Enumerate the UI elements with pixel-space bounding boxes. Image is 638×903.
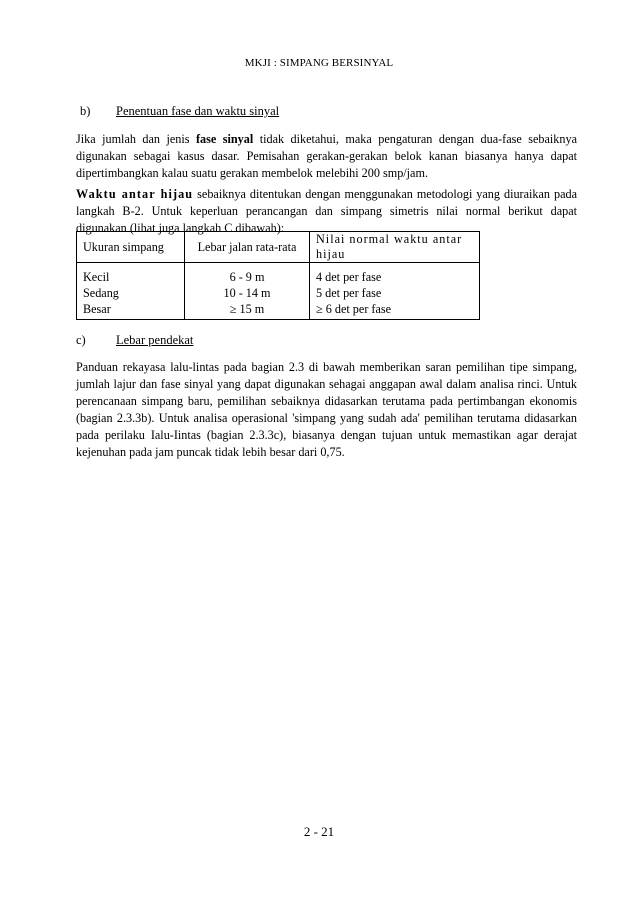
cell-value: Besar bbox=[83, 302, 111, 316]
cell-value: 4 det per fase bbox=[316, 270, 382, 284]
table-cell-lebar bbox=[185, 263, 310, 320]
para2-bold-term: Waktu antar hijau bbox=[76, 187, 194, 201]
section-c-number: c) bbox=[76, 333, 86, 347]
cell-value: Sedang bbox=[83, 286, 119, 300]
section-c-title: Lebar pendekat bbox=[116, 333, 194, 347]
page-header: MKJI : SIMPANG BERSINYAL bbox=[244, 57, 394, 69]
table-cell-ukuran bbox=[77, 263, 185, 320]
table-header-cell: Lebar jalan rata-rata bbox=[185, 232, 310, 263]
para1-bold-term: fase sinyal bbox=[195, 132, 254, 146]
table-header-cell: Ukuran simpang bbox=[77, 232, 185, 263]
table-cell-nilai bbox=[310, 263, 480, 320]
section-b-number: b) bbox=[80, 104, 91, 118]
para1-text-post: tidak diketahui, maka pengaturan dengan dua-fase sebaiknya digunakan sebagai kasus dasar. Pemisahan gerakan-gerakan belok kanan biasanya hanya dapat dipertimbangkan kalau suatu gerakan membelok melebihi 200 smp/jam. bbox=[76, 132, 577, 180]
para1-text-pre: Jika jumlah dan jenis bbox=[76, 132, 196, 146]
page-number: 2 - 21 bbox=[303, 824, 335, 839]
table-header-row bbox=[77, 232, 480, 263]
intergreen-table bbox=[76, 231, 480, 320]
cell-value: Kecil bbox=[83, 270, 110, 284]
cell-value: 5 det per fase bbox=[316, 286, 382, 300]
cell-value: 6 - 9 m bbox=[229, 270, 265, 284]
section-c-paragraph: Panduan rekayasa lalu-lintas pada bagian 2.3 di bawah memberikan saran pemilihan tipe simpang, jumlah lajur dan fase sinyal yang dapat digunakan sehagai anggapan awal dalam analisa rinci. Untuk perencanaan simpang baru, pemilihan sebaiknya didasarkan terutama pada pertimbangan ekonomis (bagian 2.3.3b). Untuk analisa operasional 'simpang yang sudah ada' pemilihan terutama didasarkan pada perilaku Ialu-Iintas (bagian 2.3.3c), biasanya dengan tujuan untuk memastikan agar derajat kejenuhan pada jam puncak tidak lebih besar dari 0,75. bbox=[76, 360, 577, 459]
table-header-cell: Nilai normal waktu antar hijau bbox=[310, 232, 480, 263]
section-b-paragraph-2 bbox=[76, 186, 577, 237]
cell-value: ≥ 6 det per fase bbox=[316, 302, 392, 316]
para2-text-post: sebaiknya ditentukan dengan menggunakan metodologi yang diuraikan pada langkah B-2. Untuk keperluan perancangan dan simpang simetris nilai normal berikut dapat digunakan (lihat juga langkah C dibawah): bbox=[76, 187, 577, 235]
cell-value: ≥ 15 m bbox=[229, 302, 265, 316]
section-b-paragraph-1 bbox=[76, 131, 577, 182]
table-body-row bbox=[77, 263, 480, 320]
section-b-title: Penentuan fase dan waktu sinyal bbox=[116, 104, 280, 118]
cell-value: 10 - 14 m bbox=[223, 286, 271, 300]
